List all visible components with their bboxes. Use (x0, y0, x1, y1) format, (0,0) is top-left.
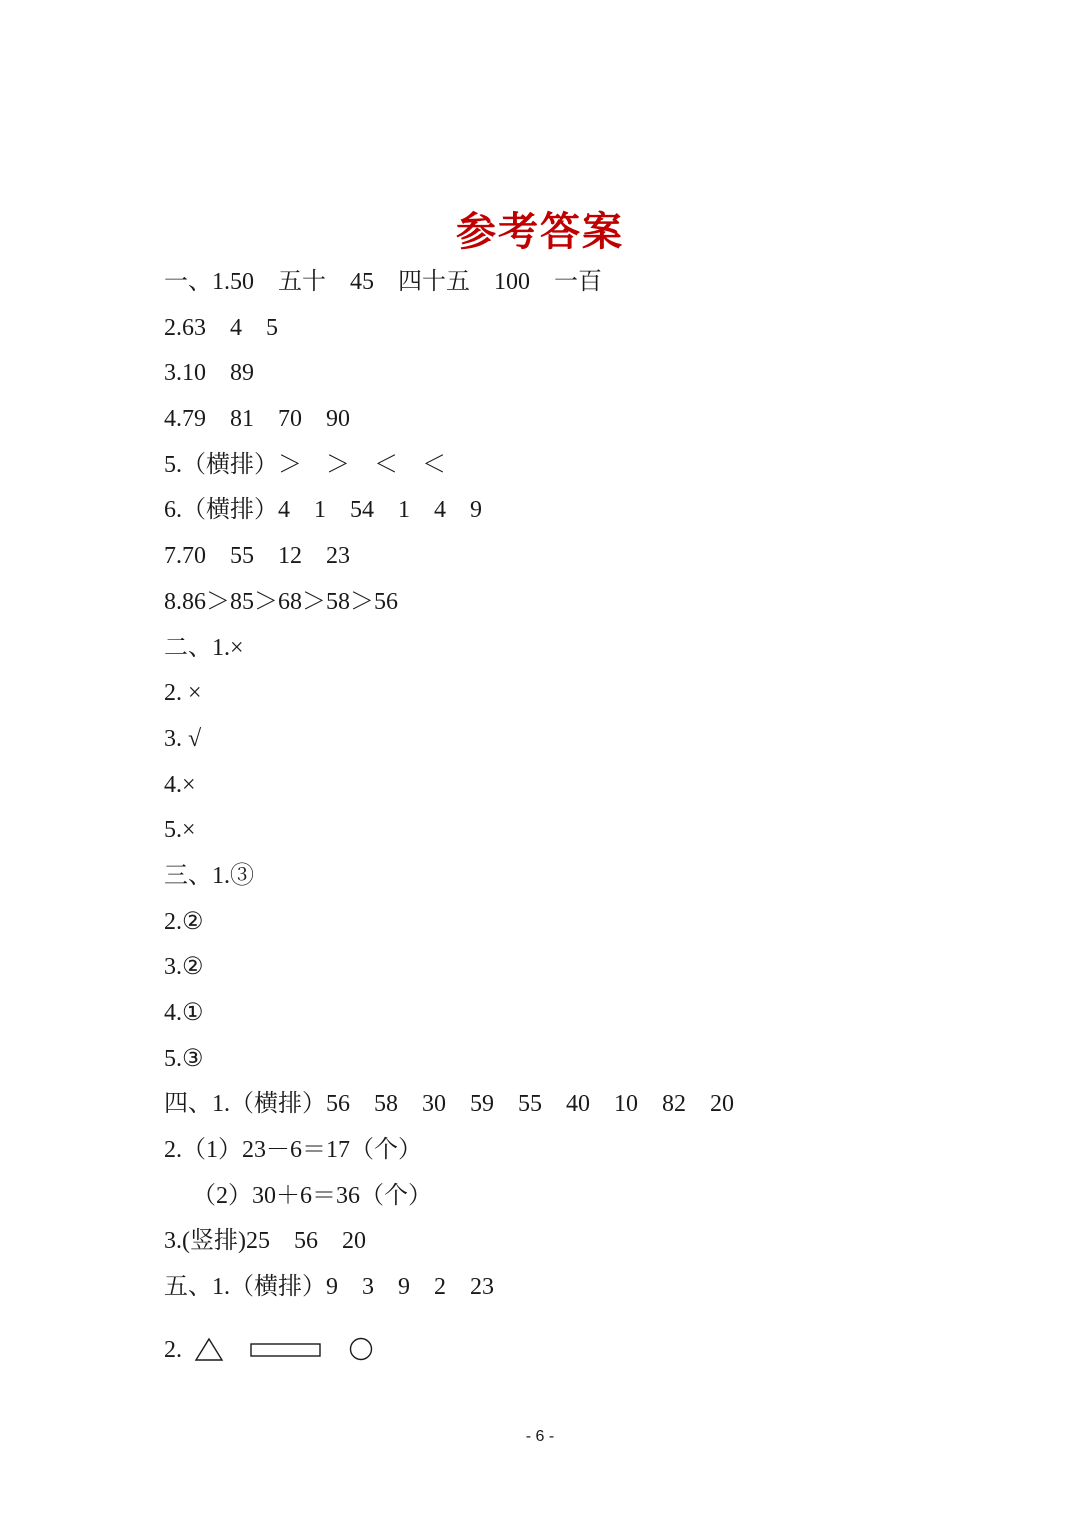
answer-line: 一、1.50 五十 45 四十五 100 一百 (164, 269, 602, 295)
page-title: 参考答案 (456, 209, 624, 255)
answer-line: 3.② (164, 954, 204, 981)
shapes-answer-number: 2. (164, 1336, 182, 1363)
answer-line: 6.（横排）4 1 54 1 4 9 (164, 497, 482, 524)
answer-line: 四、1.（横排）56 58 30 59 55 40 10 82 20 (164, 1091, 734, 1118)
answer-line: 4.79 81 70 90 (164, 406, 350, 433)
answer-line: （2）30＋6＝36（个） (192, 1182, 432, 1209)
circle-icon (348, 1337, 374, 1363)
answer-line: 3. √ (164, 725, 202, 752)
answer-line: 2.63 4 5 (164, 314, 278, 341)
answer-line: 4.① (164, 1000, 204, 1026)
answer-line: 二、1.× (164, 634, 244, 661)
answer-line: 5.③ (164, 1045, 204, 1072)
answer-line: 5.× (164, 817, 196, 844)
rectangle-icon (250, 1342, 322, 1358)
page-number: - 6 - (525, 1428, 555, 1445)
answer-line: 4.× (164, 771, 196, 798)
answer-line: 2.② (164, 908, 204, 935)
answer-line: 5.（横排）＞ ＞ ＜ ＜ (164, 451, 446, 478)
answer-line: 三、1.③ (164, 862, 254, 889)
answer-line: 2.（1）23－6＝17（个） (164, 1137, 422, 1164)
answer-line: 3.(竖排)25 56 20 (164, 1228, 366, 1255)
answer-line: 2. × (164, 680, 202, 707)
answer-line: 五、1.（横排）9 3 9 2 23 (164, 1274, 494, 1301)
triangle-icon (194, 1337, 224, 1363)
answer-line: 7.70 55 12 23 (164, 543, 350, 570)
shapes-answer-line (164, 1330, 400, 1370)
answer-line: 8.86＞85＞68＞58＞56 (164, 588, 398, 615)
answer-list (164, 260, 734, 1311)
answer-line: 3.10 89 (164, 360, 254, 387)
